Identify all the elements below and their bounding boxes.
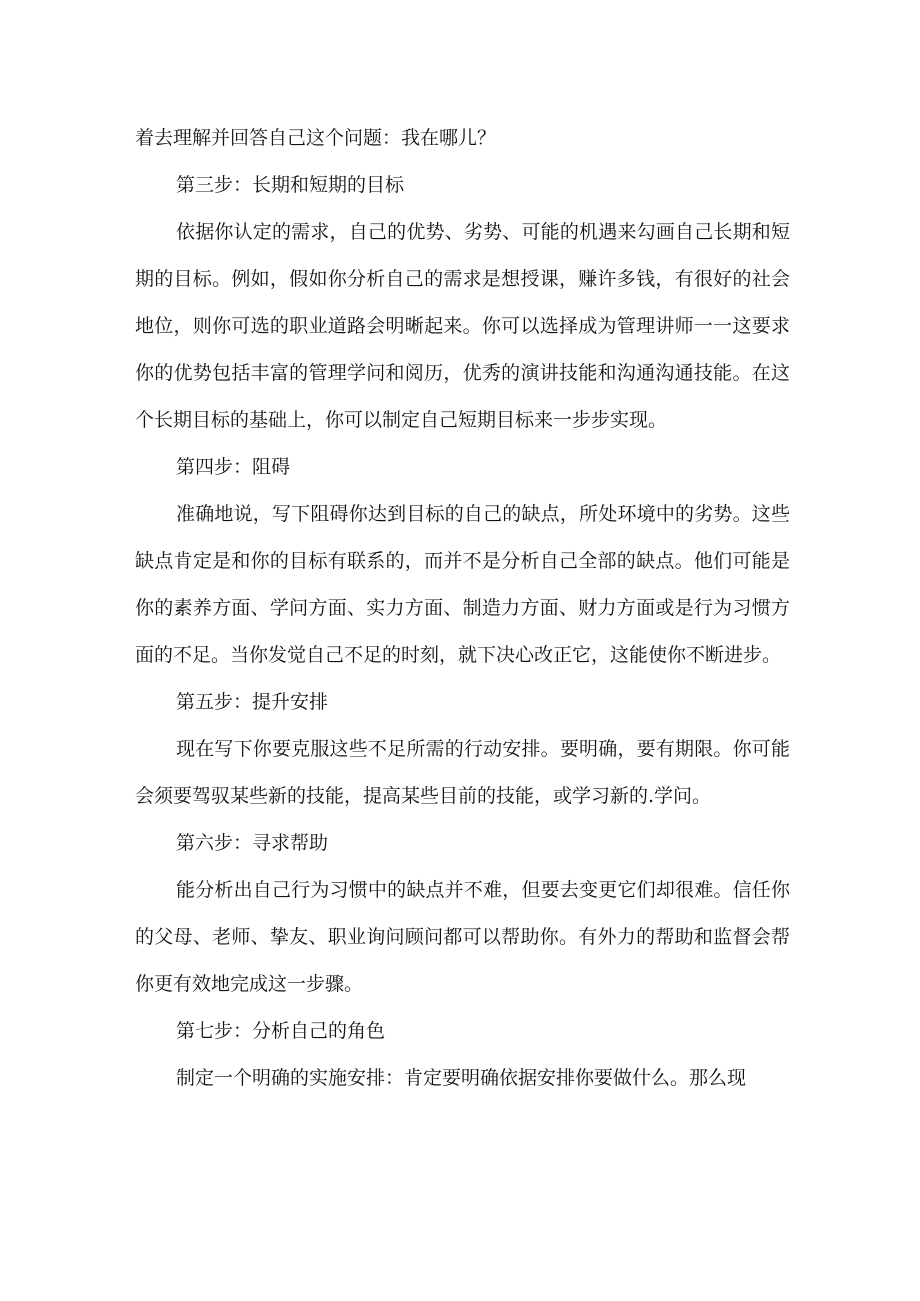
paragraph-step-7: 制定一个明确的实施安排：肯定要明确依据安排你要做什么。那么现 (176, 1067, 747, 1089)
paragraph-step-4: 准确地说，写下阻碍你达到目标的自己的缺点，所处环境中的劣势。这些缺点肯定是和你的目标有联系的，而并不是分析自己全部的缺点。他们可能是你的素养方面、学问方面、实力方面、制造力方面、财力方面或是行为习惯方面的不足。当你发觉自己不足的时刻，就下决心改正它，这能使你不断进步。 (135, 503, 790, 666)
heading-step-5: 第五步：提升安排 (176, 691, 329, 713)
heading-step-6: 第六步：寻求帮助 (176, 832, 329, 854)
paragraph-step-5: 现在写下你要克服这些不足所需的行动安排。要明确，要有期限。你可能会须要驾驭某些新的技能，提高某些目前的技能，或学习新的.学问。 (135, 738, 790, 807)
heading-step-7: 第七步：分析自己的角色 (176, 1020, 386, 1042)
paragraph-step-3: 依据你认定的需求，自己的优势、劣势、可能的机遇来勾画自己长期和短期的目标。例如，假如你分析自己的需求是想授课，赚许多钱，有很好的社会地位，则你可选的职业道路会明晰起来。你可以选择成为管理讲师一一这要求你的优势包括丰富的管理学问和阅历，优秀的演讲技能和沟通沟通技能。在这个长期目标的基础上，你可以制定自己短期目标来一步步实现。 (135, 221, 790, 431)
heading-step-4: 第四步：阻碍 (176, 456, 291, 478)
paragraph-continued: 着去理解并回答自己这个问题：我在哪儿？ (135, 127, 497, 149)
paragraph-step-6: 能分析出自己行为习惯中的缺点并不难，但要去变更它们却很难。信任你的父母、老师、挚友、职业询问顾问都可以帮助你。有外力的帮助和监督会帮你更有效地完成这一步骤。 (135, 879, 790, 995)
document-body (135, 115, 790, 1102)
heading-step-3: 第三步：长期和短期的目标 (176, 174, 405, 196)
